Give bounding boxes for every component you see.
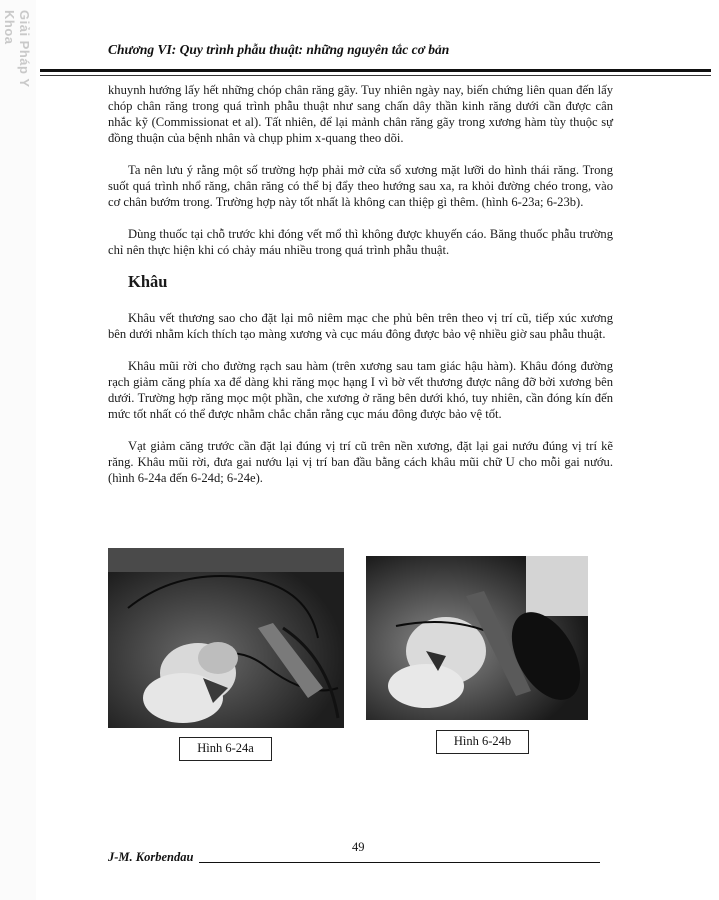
- paragraph-5: Khâu mũi rời cho đường rạch sau hàm (trên xương sau tam giác hậu hàm). Khâu đóng đường rạch giảm căng phía xa để dàng khi răng mọc hạng I vì bờ vết thương được nâng đỡ bởi xương bên dưới. Trường hợp răng mọc một phần, che xương ở răng bên dưới khó, tuy nhiên, cần đóng kín đến mức tốt nhất có thể được nhằm chắc chắn rằng cục máu đông được bảo vệ tốt.: [108, 359, 613, 421]
- paragraph-6: Vạt giảm căng trước cần đặt lại đúng vị trí cũ trên nền xương, đặt lại gai nướu đúng vị trí kẽ răng. Khâu mũi rời, đưa gai nướu lại vị trí ban đầu bằng cách khâu mũi chữ U cho mỗi gai nướu. (hình 6-24a đến 6-24d; 6-24e).: [108, 439, 613, 485]
- paragraph-3: Dùng thuốc tại chỗ trước khi đóng vết mổ thì không được khuyến cáo. Băng thuốc phẫu trường chỉ nên thực hiện khi có chảy máu nhiều trong quá trình phẫu thuật.: [108, 227, 613, 257]
- paragraph-4: Khâu vết thương sao cho đặt lại mô niêm mạc che phủ bên trên theo vị trí cũ, tiếp xúc xương bên dưới nhằm kích thích tạo màng xương và cục máu đông được bảo vệ nhiều giờ sau phẫu thuật.: [108, 311, 613, 341]
- page-number: 49: [352, 840, 365, 854]
- left-margin-strip: [0, 0, 36, 900]
- footer-rule: [199, 862, 600, 863]
- paragraph-1: khuynh hướng lấy hết những chóp chân răng gãy. Tuy nhiên ngày nay, biến chứng liên quan đến lấy chóp chân răng trong quá trình phẫu thuật như sang chấn dây thần kinh răng dưới cần được cân nhắc kỹ (Commissionat et al). Tất nhiên, để lại mảnh chân răng gãy trong xương hàm tùy thuộc sự đồng thuận của bệnh nhân và chụp phim x-quang theo dõi.: [108, 83, 613, 145]
- figure-6-24b-photo: [366, 556, 588, 720]
- section-heading: Khâu: [128, 272, 168, 291]
- watermark: Giải Pháp Y Khoa: [2, 10, 32, 88]
- header-rule-thin: [40, 75, 711, 76]
- figure-6-24a-caption: Hình 6-24a: [179, 737, 272, 761]
- paragraph-2: Ta nên lưu ý rằng một số trường hợp phải mở cửa sổ xương mặt lưỡi do hình thái răng. Trong suốt quá trình nhổ răng, chân răng có thể bị đẩy theo hướng sau xa, ra khỏi đường chéo trong, vào cơ chân bướm trong. Trường hợp này tốt nhất là không can thiệp gì thêm. (hình 6-23a; 6-23b).: [108, 163, 613, 209]
- figure-6-24a-photo: [108, 548, 344, 728]
- footer-author: J-M. Korbendau: [108, 850, 194, 864]
- header-rule-thick: [40, 69, 711, 72]
- chapter-header: Chương VI: Quy trình phẫu thuật: những nguyên tắc cơ bản: [108, 42, 450, 57]
- body-text: [108, 82, 613, 502]
- figure-6-24b-caption: Hình 6-24b: [436, 730, 529, 754]
